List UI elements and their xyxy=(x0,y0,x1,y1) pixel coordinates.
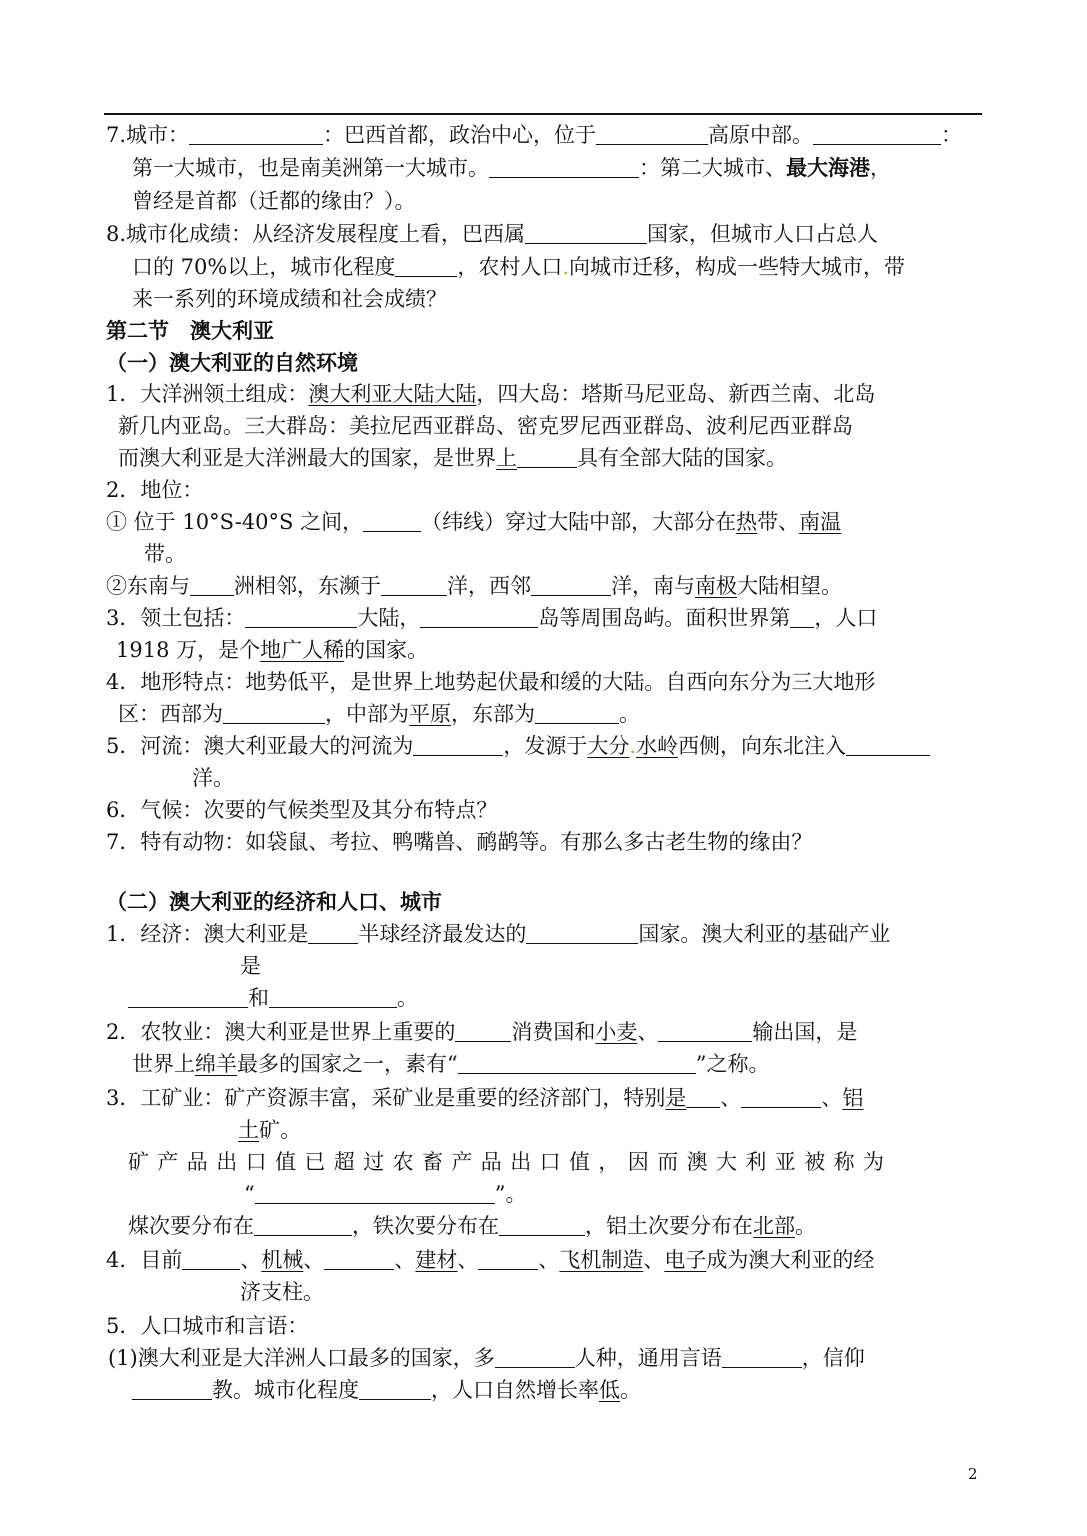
blank xyxy=(489,157,639,178)
blank xyxy=(535,703,619,724)
blank xyxy=(128,987,248,1008)
blank xyxy=(525,223,647,244)
p4-line-2: 区：西部为 ，中部为平原，东部为 。 xyxy=(118,702,640,726)
p2-title: 2．地位： xyxy=(106,478,204,502)
blank xyxy=(254,1215,352,1236)
blank xyxy=(846,735,930,756)
part1-title: （一）澳大利亚的自然环境 xyxy=(106,350,358,375)
blank xyxy=(363,511,421,532)
p7-line: 7．特有动物：如袋鼠、考拉、鸭嘴兽、鸸鹋等。有那么多古老生物的缘由？ xyxy=(106,830,813,854)
blank xyxy=(182,1249,240,1270)
p2-line-3: ②东南与 洲相邻，东濒于 洋，西邻 洋，南与南极大陆相望。 xyxy=(106,574,842,598)
blank xyxy=(478,1249,538,1270)
e1-line-3: 和 。 xyxy=(128,985,418,1011)
p5-line-1: 5．河流：澳大利亚最大的河流为 ，发源于大分.水岭西侧，向东北注入 xyxy=(106,733,930,759)
blank xyxy=(395,256,457,277)
q8-line-1: 8.城市化成绩：从经济发展程度上看，巴西属 国家，但城市人口占总人 xyxy=(106,222,879,246)
blank xyxy=(531,575,611,596)
blank xyxy=(381,575,447,596)
p1-line-1: 1．大洋洲领土组成：澳大利亚大陆大陆，四大岛：塔斯马尼亚岛、新西兰南、北岛 xyxy=(106,382,876,406)
e5-title: 5．人口城市和言语： xyxy=(106,1314,309,1338)
q7-line-2: 第一大城市，也是南美洲第一大城市。 ：第二大城市、最大海港， xyxy=(132,155,891,180)
blank xyxy=(526,923,638,944)
blank xyxy=(790,607,814,628)
p3-line-2: 1918 万，是个地广人稀的国家。 xyxy=(116,638,429,662)
blank xyxy=(359,1379,431,1400)
blank xyxy=(658,1021,752,1042)
p2-line-1: ① 位于 10°S-40°S 之间， （纬线）穿过大陆中部，大部分在热带、南温 xyxy=(106,510,842,534)
p5-line-2: 洋。 xyxy=(192,766,234,790)
blank xyxy=(420,607,538,628)
e1-line-1: 1．经济：澳大利亚是 半球经济最发达的 国家。澳大利亚的基础产业 xyxy=(106,922,891,946)
p4-line-1: 4．地形特点：地势低平，是世界上地势起伏最和缓的大陆。自西向东分为三大地形 xyxy=(106,670,876,694)
blank xyxy=(190,575,234,596)
e4-line-2: 济支柱。 xyxy=(240,1280,324,1304)
p1-line-3: 而澳大利亚是大洋洲最大的国家，是世界上 具有全部大陆的国家。 xyxy=(118,446,787,470)
e5-line-2: 教。城市化程度 ，人口自然增长率低。 xyxy=(132,1377,641,1403)
blank xyxy=(517,447,577,468)
blank xyxy=(455,1021,511,1042)
q8-line-3: 来一系列的环境成绩和社会成绩？ xyxy=(132,287,447,311)
blank xyxy=(458,1053,696,1074)
q8-line-2: 口的 70%以上，城市化程度 ，农村人口.向城市迁移，构成一些特大城市，带 xyxy=(132,255,906,279)
blank xyxy=(255,1183,495,1204)
q7-line-1: 7.城市： ：巴西首都，政治中心，位于 高原中部。 ： xyxy=(106,123,963,147)
e1-line-2: 是 xyxy=(240,954,261,978)
blank xyxy=(813,124,941,145)
e2-line-2: 世界上绵羊最多的国家之一，素有“ ”之称。 xyxy=(132,1052,770,1076)
p3-line-1: 3．领土包括： 大陆， 岛等周围岛屿。面积世界第 ，人口 xyxy=(106,606,878,630)
e5-line-1: (1)澳大利亚是大洋洲人口最多的国家，多 人种，通用言语 ，信仰 xyxy=(108,1346,865,1370)
e2-line-1: 2．农牧业：澳大利亚是世界上重要的 消费国和小麦、 输出国，是 xyxy=(106,1020,858,1044)
q7-line-3: 曾经是首都（迁都的缘由？）。 xyxy=(132,189,416,213)
e3-line-4: “ ”。 xyxy=(244,1182,527,1206)
p2-line-2: 带。 xyxy=(144,542,186,566)
blank xyxy=(741,1087,821,1108)
e3-line-1: 3．工矿业：矿产资源丰富，采矿业是重要的经济部门，特别是 、 、铝 xyxy=(106,1086,864,1110)
blank xyxy=(245,607,357,628)
e3-line-5: 煤次要分布在 ，铁次要分布在 ，铝土次要分布在北部。 xyxy=(128,1214,816,1238)
blank xyxy=(596,124,708,145)
section-title: 第二节 澳大利亚 xyxy=(106,318,274,343)
p1-line-2: 新几内亚岛。三大群岛：美拉尼西亚群岛、密克罗尼西亚群岛、波利尼西亚群岛 xyxy=(118,414,853,438)
blank xyxy=(223,703,325,724)
blank xyxy=(324,1249,394,1270)
blank xyxy=(722,1347,802,1368)
page-number: 2 xyxy=(968,1465,978,1483)
part2-title: （二）澳大利亚的经济和人口、城市 xyxy=(106,889,442,914)
e3-line-2: 土矿。 xyxy=(238,1118,301,1142)
e3-line-3: 矿产品出口值已超过农畜产品出口值，因而澳大利亚被称为 xyxy=(128,1150,893,1174)
blank xyxy=(499,1215,585,1236)
top-rule xyxy=(104,113,982,115)
blank xyxy=(308,923,358,944)
blank xyxy=(495,1347,575,1368)
blank xyxy=(189,124,323,145)
blank xyxy=(413,735,503,756)
p6-line: 6．气候：次要的气候类型及其分布特点？ xyxy=(106,798,498,822)
blank xyxy=(269,987,397,1008)
e4-line-1: 4．目前 、机械、 、建材、 、飞机制造、电子成为澳大利亚的经 xyxy=(106,1248,875,1272)
blank xyxy=(132,1379,212,1400)
blank xyxy=(686,1087,720,1108)
